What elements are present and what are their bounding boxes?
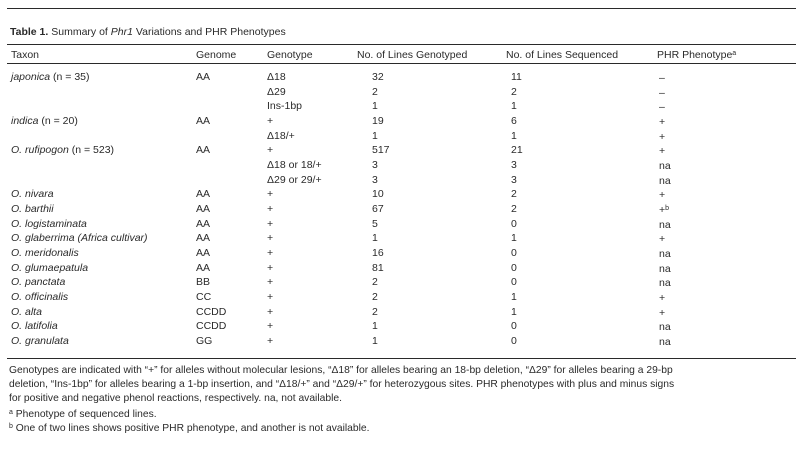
- genotype-cell: +: [267, 261, 274, 274]
- phr-phenotype-cell: [659, 71, 665, 84]
- genotype-cell: +: [267, 217, 274, 230]
- genome-cell: AA: [196, 232, 211, 245]
- taxon-name: O. latifolia: [11, 320, 58, 333]
- taxon-cell: [11, 262, 88, 274]
- header-bottom-rule: [7, 63, 796, 64]
- phr-phenotype-value: +: [659, 291, 666, 304]
- lines-genotyped-cell: 1: [372, 232, 378, 245]
- lines-sequenced-cell: 2: [511, 85, 517, 98]
- genotype-cell: +: [267, 334, 274, 347]
- header-taxon: Taxon: [11, 49, 40, 61]
- taxon-cell: [11, 71, 90, 83]
- phr-phenotype-cell: [659, 306, 665, 319]
- lines-genotyped-cell: 3: [372, 158, 378, 171]
- genotype-cell: +: [267, 305, 274, 318]
- taxon-count: (n = 523): [68, 144, 115, 157]
- genotype-cell: +: [267, 114, 274, 127]
- lines-genotyped-cell: 3: [372, 173, 378, 186]
- genotype-cell: Ins-1bp: [267, 100, 303, 113]
- phr-phenotype-cell: [659, 144, 665, 157]
- genome-cell: AA: [196, 202, 211, 215]
- lines-sequenced-cell: 3: [511, 158, 517, 171]
- header-phr-phenotype-text: PHR Phenotype: [657, 49, 733, 61]
- taxon-cell: [11, 291, 68, 303]
- taxon-cell: [11, 306, 42, 318]
- lines-sequenced-cell: 1: [511, 290, 517, 303]
- lines-genotyped-cell: 2: [372, 290, 378, 303]
- taxon-name: japonica: [11, 71, 51, 83]
- lines-sequenced-cell: 1: [511, 305, 517, 318]
- footnote-b-mark: b: [9, 423, 13, 430]
- header-genome: Genome: [196, 49, 237, 61]
- phr-phenotype-cell: [659, 159, 671, 172]
- phr-phenotype-value: +: [659, 233, 666, 246]
- phr-phenotype-cell: [659, 203, 669, 216]
- phr-phenotype-value: +: [659, 115, 666, 128]
- lines-genotyped-cell: 517: [372, 144, 390, 157]
- taxon-cell: [11, 335, 69, 347]
- genome-cell: GG: [196, 334, 213, 347]
- phr-phenotype-value: –: [659, 86, 665, 99]
- taxon-name: O. logistaminata: [11, 217, 87, 230]
- genome-cell: AA: [196, 188, 211, 201]
- taxon-cell: [11, 203, 54, 215]
- taxon-name: O. officinalis: [11, 290, 69, 303]
- phr-phenotype-value: –: [659, 101, 665, 114]
- genotype-cell: +: [267, 276, 274, 289]
- genotype-cell: Δ29 or 29/+: [267, 173, 322, 186]
- lines-genotyped-cell: 2: [372, 305, 378, 318]
- phr-phenotype-cell: [659, 188, 665, 201]
- phr-phenotype-value: na: [659, 247, 671, 260]
- footnote-b-text: One of two lines shows positive PHR phenotype, and another is not available.: [15, 423, 370, 434]
- header-phr-phenotype: [657, 49, 736, 61]
- taxon-name: O. granulata: [11, 334, 69, 347]
- phr-phenotype-value: na: [659, 277, 671, 290]
- genome-cell: AA: [196, 261, 211, 274]
- genome-cell: CCDD: [196, 305, 227, 318]
- phr-phenotype-cell: [659, 262, 671, 275]
- genotype-cell: +: [267, 202, 274, 215]
- taxon-cell: [11, 188, 54, 200]
- genome-cell: BB: [196, 276, 211, 289]
- genome-cell: CC: [196, 290, 212, 303]
- taxon-name: O. panctata: [11, 276, 66, 289]
- header-genotype: Genotype: [267, 49, 313, 61]
- phr-phenotype-value: +: [659, 189, 666, 202]
- taxon-cell: [11, 247, 79, 259]
- phr-phenotype-value: na: [659, 174, 671, 187]
- lines-sequenced-cell: 1: [511, 129, 517, 142]
- caption-text-before: Summary of: [51, 26, 108, 38]
- phr-phenotype-value: –: [659, 72, 665, 84]
- lines-sequenced-cell: 21: [511, 144, 523, 157]
- phr-phenotype-cell: [659, 247, 671, 260]
- lines-sequenced-cell: 0: [511, 217, 517, 230]
- taxon-name: O. glaberrima (Africa cultivar): [11, 232, 148, 245]
- genome-cell: AA: [196, 71, 211, 83]
- taxon-cell: [11, 115, 78, 127]
- phr-phenotype-cell: [659, 86, 665, 99]
- phr-phenotype-cell: [659, 130, 665, 143]
- taxon-name: O. rufipogon: [11, 144, 69, 157]
- caption-gene: Phr1: [110, 26, 133, 38]
- phr-phenotype-value: na: [659, 335, 671, 348]
- lines-sequenced-cell: 0: [511, 334, 517, 347]
- lines-genotyped-cell: 67: [372, 202, 384, 215]
- phr-phenotype-value: na: [659, 218, 671, 231]
- phr-phenotype-cell: [659, 218, 671, 231]
- bottom-rule: [7, 358, 796, 359]
- taxon-name: O. barthii: [11, 202, 54, 215]
- header-phr-phenotype-mark: a: [732, 50, 737, 57]
- genotype-cell: Δ18: [267, 71, 286, 83]
- taxon-name: O. meridonalis: [11, 246, 79, 259]
- taxon-count: (n = 35): [50, 71, 90, 83]
- taxon-name: O. alta: [11, 305, 42, 318]
- lines-sequenced-cell: 2: [511, 188, 517, 201]
- lines-sequenced-cell: 2: [511, 202, 517, 215]
- header-lines-sequenced: No. of Lines Sequenced: [506, 49, 619, 61]
- genotype-cell: +: [267, 290, 274, 303]
- taxon-name: O. glumaepatula: [11, 261, 89, 274]
- lines-genotyped-cell: 19: [372, 114, 384, 127]
- taxon-cell: [11, 320, 58, 332]
- lines-genotyped-cell: 2: [372, 276, 378, 289]
- footnote-line-2: deletion, “Ins-1bp” for alleles bearing a 1-bp insertion, and “Δ18/+” and “Δ29/+” for heterozygous sites. PHR phenotypes with plus and minus signs: [9, 379, 675, 390]
- lines-sequenced-cell: 11: [511, 71, 522, 83]
- lines-sequenced-cell: 0: [511, 276, 517, 289]
- lines-genotyped-cell: 2: [372, 85, 378, 98]
- taxon-count: (n = 20): [38, 114, 78, 127]
- genotype-cell: Δ29: [267, 85, 286, 98]
- footnote-line-1: Genotypes are indicated with “+” for alleles without molecular lesions, “Δ18” for alleles bearing an 18-bp deletion, “Δ29” for alleles bearing a 29-bp: [9, 365, 673, 376]
- phr-phenotype-value: na: [659, 262, 671, 275]
- header-lines-genotyped: No. of Lines Genotyped: [357, 49, 468, 61]
- genotype-cell: +: [267, 144, 274, 157]
- caption-label: Table 1.: [10, 26, 49, 38]
- genotype-cell: +: [267, 246, 274, 259]
- taxon-cell: [11, 144, 114, 156]
- phr-phenotype-cell: [659, 100, 665, 113]
- genotype-cell: Δ18/+: [267, 129, 295, 142]
- genome-cell: AA: [196, 246, 211, 259]
- lines-sequenced-cell: 6: [511, 114, 517, 127]
- footnote-a-mark: a: [9, 409, 13, 416]
- genotype-cell: Δ18 or 18/+: [267, 158, 322, 171]
- phr-phenotype-value: +: [659, 306, 666, 319]
- phr-phenotype-cell: [659, 232, 665, 245]
- lines-genotyped-cell: 1: [372, 320, 378, 333]
- lines-sequenced-cell: 1: [511, 100, 517, 113]
- genotype-cell: +: [267, 320, 274, 333]
- footnote-a-text: Phenotype of sequenced lines.: [15, 409, 157, 420]
- phr-phenotype-cell: [659, 174, 671, 187]
- lines-sequenced-cell: 0: [511, 320, 517, 333]
- lines-sequenced-cell: 0: [511, 261, 517, 274]
- lines-genotyped-cell: 5: [372, 217, 378, 230]
- taxon-cell: [11, 232, 148, 244]
- phr-phenotype-cell: [659, 291, 665, 304]
- taxon-name: indica: [11, 114, 39, 127]
- lines-genotyped-cell: 1: [372, 129, 378, 142]
- lines-genotyped-cell: 32: [372, 71, 384, 83]
- caption-text-after: Variations and PHR Phenotypes: [135, 26, 286, 38]
- lines-genotyped-cell: 1: [372, 334, 378, 347]
- taxon-name: O. nivara: [11, 188, 54, 201]
- lines-sequenced-cell: 1: [511, 232, 517, 245]
- top-rule: [7, 8, 796, 9]
- phr-phenotype-value: +: [659, 130, 666, 143]
- lines-genotyped-cell: 81: [372, 261, 384, 274]
- phr-phenotype-cell: [659, 115, 665, 128]
- genome-cell: CCDD: [196, 320, 227, 333]
- lines-sequenced-cell: 3: [511, 173, 517, 186]
- genotype-cell: +: [267, 232, 274, 245]
- footnote-b: [9, 420, 370, 436]
- taxon-cell: [11, 276, 65, 288]
- genome-cell: AA: [196, 144, 211, 157]
- phr-phenotype-footnote-mark: b: [665, 204, 670, 212]
- lines-genotyped-cell: 16: [372, 246, 384, 259]
- phr-phenotype-cell: [659, 335, 671, 348]
- phr-phenotype-value: na: [659, 321, 671, 334]
- phr-phenotype-cell: [659, 320, 671, 333]
- footnote-line-3: for positive and negative phenol reactions, respectively. na, not available.: [9, 393, 342, 404]
- phr-phenotype-value: na: [659, 159, 671, 172]
- phr-phenotype-value: +: [659, 203, 666, 216]
- lines-sequenced-cell: 0: [511, 246, 517, 259]
- genome-cell: AA: [196, 217, 211, 230]
- header-top-rule: [7, 44, 796, 45]
- taxon-cell: [11, 218, 87, 230]
- lines-genotyped-cell: 10: [372, 188, 384, 201]
- genotype-cell: +: [267, 188, 274, 201]
- phr-phenotype-value: +: [659, 145, 666, 158]
- lines-genotyped-cell: 1: [372, 100, 378, 113]
- genome-cell: AA: [196, 114, 211, 127]
- table-caption: [10, 26, 286, 38]
- phr-phenotype-cell: [659, 276, 671, 289]
